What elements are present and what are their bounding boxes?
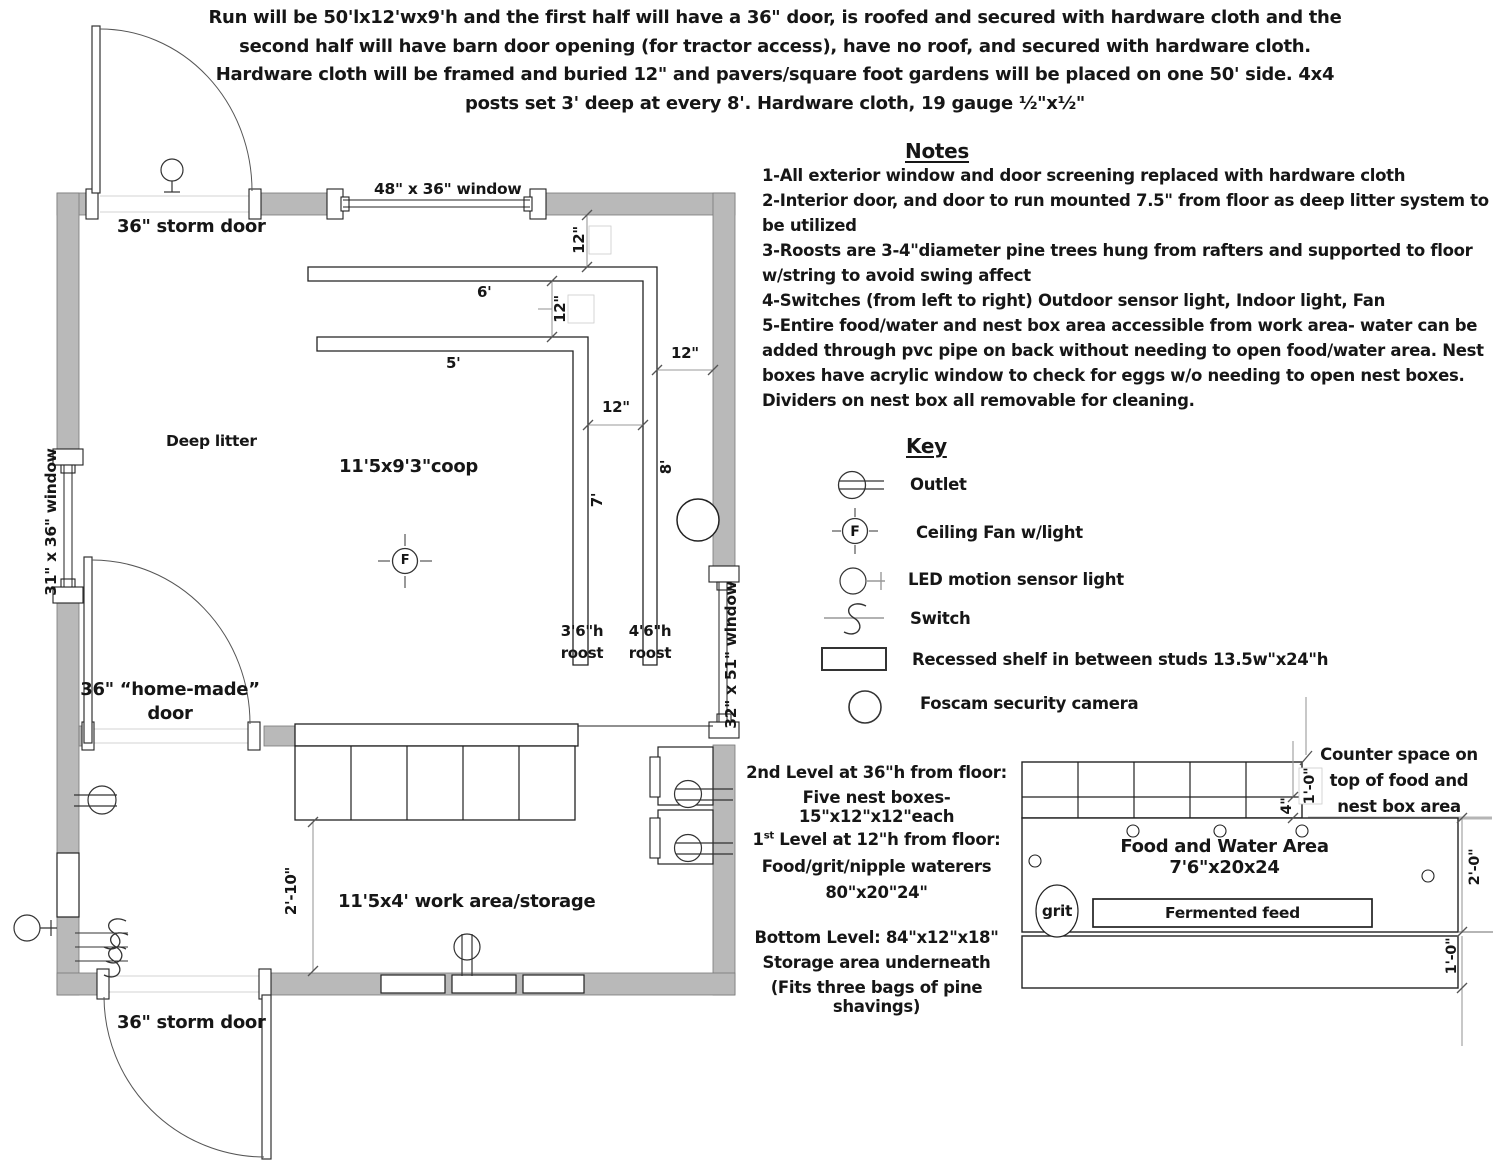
- detail-bottom-line3: (Fits three bags of pine shavings): [770, 978, 983, 1016]
- detail-storage-area: [1022, 936, 1458, 988]
- led-motion-light-icon: [835, 564, 891, 598]
- key-row-led: [835, 564, 891, 602]
- detail-level1-line3: 80"x20"24": [825, 883, 928, 902]
- dim-work-depth: 2'-10": [282, 866, 300, 916]
- label-window-left: 31" x 36" window: [42, 448, 60, 596]
- led-sensor-bottom-symbol: [14, 915, 57, 941]
- note-item: 2-Interior door, and door to run mounted 7.5" from floor as deep litter system to be utilized: [762, 191, 1489, 235]
- key-title: Key: [906, 434, 947, 458]
- label-window-top: 48" x 36" window: [374, 180, 522, 198]
- food-area-label: Food and Water Area 7'6"x20x24: [1120, 836, 1329, 878]
- detail-bottom-line1: Bottom Level: 84"x12"x18": [754, 928, 999, 947]
- detail-level1-line2: Food/grit/nipple waterers: [761, 857, 992, 876]
- dim-roost-6: 6': [477, 283, 492, 301]
- grit-label: grit: [1041, 902, 1073, 920]
- note-item: 4-Switches (from left to right) Outdoor sensor light, Indoor light, Fan: [762, 291, 1386, 310]
- dim-top-gap: 12": [570, 226, 588, 254]
- switch-icon: [822, 598, 888, 642]
- key-row-shelf: [820, 646, 890, 678]
- label-storm-door-top: 36" storm door: [117, 216, 266, 237]
- label-home-made-door: 36" “home-made” door: [80, 679, 260, 724]
- counter-space-note: Counter space on top of food and nest box area: [1320, 745, 1478, 816]
- security-camera-icon: [845, 687, 885, 727]
- key-label-shelf: Recessed shelf in between studs 13.5w"x24"h: [912, 650, 1329, 669]
- led-sensor-top-symbol: [161, 159, 183, 192]
- dim-roost-gap-h: 12": [602, 398, 630, 416]
- dim-bottom-height: 1'-0": [1444, 937, 1460, 975]
- key-label-led: LED motion sensor light: [908, 570, 1124, 589]
- storm-door-top-leaf: [92, 26, 100, 193]
- fermented-feed-label: Fermented feed: [1165, 904, 1300, 922]
- key-label-fan: Ceiling Fan w/light: [916, 523, 1083, 542]
- key-label-switch: Switch: [910, 609, 971, 628]
- notes-list: [762, 163, 1492, 413]
- recessed-shelf-icon: [820, 646, 890, 674]
- outlet-bottom-symbol: [454, 934, 480, 976]
- key-row-fan: [828, 504, 882, 562]
- recessed-shelves: [57, 853, 584, 993]
- label-roost-left: 3'6"h roost: [560, 622, 604, 662]
- header-paragraph: Run will be 50'lx12'wx9'h and the first half will have a 36" door, is roofed and secured with hardware cloth and the second half will have barn door opening (for tractor access), have no roof, and secured with hardware cloth. Hardware cloth will be framed and buried 12" and pavers/square foot gardens will be placed on one 50' side. 4x4 posts set 3' deep at every 8'. Hardware cloth, 19 gauge ½"x½": [208, 7, 1342, 114]
- dim-roost-gap-v: 12": [551, 295, 569, 323]
- detail-level2-line2: Five nest boxes-15"x12"x12"each: [798, 788, 955, 826]
- dim-nest-height: 1'-0": [1302, 767, 1318, 805]
- nest-box-row: [295, 746, 575, 820]
- key-label-outlet: Outlet: [910, 475, 967, 494]
- ceiling-fan-icon: [828, 504, 882, 558]
- walls: [57, 193, 735, 995]
- switch-symbols: [75, 919, 128, 977]
- nipple-waterer: [1422, 870, 1434, 882]
- key-row-switch: [822, 598, 888, 646]
- counter-strip: [295, 724, 578, 746]
- label-deep-litter: Deep litter: [166, 432, 257, 450]
- door-window-jambs: [53, 189, 739, 999]
- dim-counter-thickness: 4": [1279, 797, 1295, 815]
- dim-roost-7: 7': [588, 492, 606, 508]
- key-row-camera: [845, 687, 885, 731]
- dim-wall-gap: 12": [671, 344, 699, 362]
- fan-glyph: F: [850, 524, 860, 540]
- label-window-right: 32" x 51" window: [722, 581, 740, 729]
- nest-boxes-plan: [295, 724, 713, 864]
- roost-5ft-7ft: [317, 337, 588, 665]
- dim-roost-8: 8': [657, 459, 675, 475]
- detail-bottom-line2: Storage area underneath: [762, 953, 991, 972]
- label-storm-door-bottom: 36" storm door: [117, 1012, 266, 1033]
- label-coop: 11'5x9'3"coop: [339, 456, 479, 477]
- detail-level2-line1: 2nd Level at 36"h from floor:: [746, 763, 1007, 782]
- door-thresholds: [88, 196, 261, 992]
- notes-title: Notes: [905, 139, 970, 163]
- outlet-left-symbol: [74, 786, 117, 814]
- dim-food-height: 2'-0": [1467, 848, 1483, 886]
- note-item: 5-Entire food/water and nest box area accessible from work area- water can be added through pvc pipe on back without needing to open food/water area. Nest boxes have acrylic window to check for eggs w/o needing to open nest boxes. Dividers on nest box all removable for cleaning.: [762, 316, 1484, 410]
- detail-level1-line1: 1st Level at 12"h from floor:: [752, 830, 1001, 849]
- key-label-camera: Foscam security camera: [920, 694, 1139, 713]
- detail-nest-grid: [1022, 762, 1302, 818]
- outlet-icon: [832, 468, 892, 502]
- fan-symbol-letter: F: [400, 553, 410, 568]
- label-roost-right: 4'6"h roost: [628, 622, 672, 662]
- nipple-waterer: [1029, 855, 1041, 867]
- note-item: 1-All exterior window and door screening replaced with hardware cloth: [762, 166, 1406, 185]
- key-row-outlet: [832, 468, 892, 506]
- dim-roost-5: 5': [446, 354, 461, 372]
- security-camera-symbol: [677, 499, 719, 541]
- note-item: 3-Roosts are 3-4"diameter pine trees hung from rafters and supported to floor w/string to avoid swing affect: [762, 241, 1473, 285]
- label-work-area: 11'5x4' work area/storage: [338, 891, 596, 912]
